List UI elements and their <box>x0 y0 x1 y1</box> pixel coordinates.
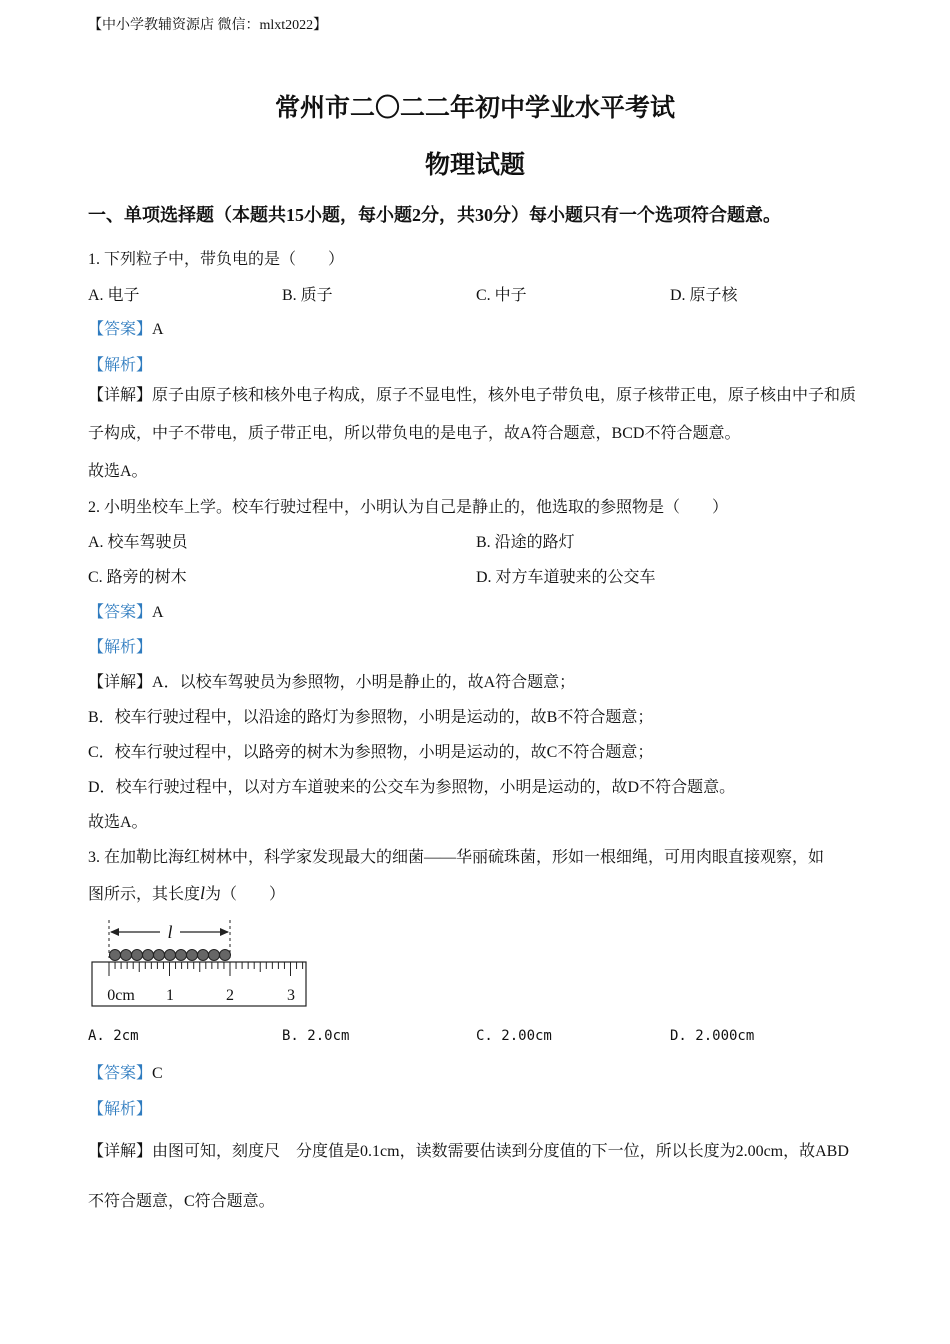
answer-value: A <box>152 604 164 621</box>
section-heading <box>88 201 781 227</box>
bacterium-bead <box>187 950 198 961</box>
q3-stem-line2 <box>88 881 285 904</box>
q3-stem-text: 图所示，其长度 <box>88 886 201 903</box>
q1-detail <box>88 377 863 453</box>
tick-label-2: 2 <box>226 987 234 1004</box>
q3-analysis-label: 【解析】 <box>88 1101 153 1118</box>
q2-analysis-label: 【解析】 <box>88 639 153 656</box>
page-header: 【中小学教辅资源店 微信：mlxt2022】 <box>88 18 328 33</box>
q1-conclusion: 故选A。 <box>88 463 148 480</box>
detail-label: 【详解】 <box>88 1143 153 1160</box>
q2-conclusion: 故选A。 <box>88 814 148 831</box>
q3-option-a: A. 2cm <box>88 1028 139 1044</box>
subject-title: 物理试题 <box>424 152 525 179</box>
q2-detail-a <box>88 669 575 692</box>
exam-title: 常州市二〇二二年初中学业水平考试 <box>274 95 675 122</box>
q3-option-b: B. 2.0cm <box>282 1028 350 1044</box>
detail-text: A．以校车驾驶员为参照物，小明是静止的，故A符合题意； <box>152 674 576 691</box>
q2-detail-b: B．校车行驶过程中，以沿途的路灯为参照物，小明是运动的，故B不符合题意； <box>88 709 654 726</box>
q3-stem-line1: 3. 在加勒比海红树林中，科学家发现最大的细菌——华丽硫珠菌，形如一根细绳，可用肉眼直接观察，如 <box>88 849 825 866</box>
bacterium-bead <box>143 950 154 961</box>
detail-text: 由图可知，刻度尺 分度值是0.1cm，读数需要估读到分度值的下一位，所以长度为2.00cm，故ABD不符合题意，C符合题意。 <box>88 1143 849 1210</box>
tick-label-1: 1 <box>166 987 174 1004</box>
bacterium-bead <box>154 950 165 961</box>
q2-answer <box>88 599 164 622</box>
q3-option-c: C. 2.00cm <box>476 1028 552 1044</box>
q2-stem: 2. 小明坐校车上学。校车行驶过程中，小明认为自己是静止的，他选取的参照物是（ ） <box>88 499 729 516</box>
q2-option-c: C. 路旁的树木 <box>88 569 187 586</box>
q1-option-a: A. 电子 <box>88 287 140 304</box>
bacterium-chain <box>109 950 231 961</box>
tick-label-0: 0cm <box>107 987 135 1004</box>
detail-text: 原子由原子核和核外电子构成，原子不显电性，核外电子带负电，原子核带正电，原子核由中子和质子构成，中子不带电，质子带正电，所以带负电的是电子，故A符合题意，BCD不符合题意。 <box>88 387 857 442</box>
q3-answer <box>88 1060 163 1083</box>
detail-label: 【详解】 <box>88 674 153 691</box>
q3-stem-variable: l <box>200 883 206 903</box>
q1-answer <box>88 316 164 339</box>
q1-option-b: B. 质子 <box>282 287 333 304</box>
answer-label: 【答案】 <box>88 604 153 621</box>
bacterium-bead <box>121 950 132 961</box>
length-label: l <box>167 922 173 942</box>
tick-label-3: 3 <box>287 987 295 1004</box>
q2-option-a: A. 校车驾驶员 <box>88 534 188 551</box>
q2-detail-c: C．校车行驶过程中，以路旁的树木为参照物，小明是运动的，故C不符合题意； <box>88 744 654 761</box>
section-heading-main: 一、单项选择题（本题共15小题，每小题2分，共30分）每小题 <box>88 205 583 225</box>
arrow-right-head <box>220 928 229 936</box>
q1-analysis-label: 【解析】 <box>88 357 153 374</box>
detail-label: 【详解】 <box>88 387 153 404</box>
arrow-left-head <box>110 928 119 936</box>
answer-label: 【答案】 <box>88 321 153 338</box>
bacterium-bead <box>220 950 231 961</box>
q3-detail <box>88 1127 863 1227</box>
bacterium-bead <box>165 950 176 961</box>
bacterium-bead <box>132 950 143 961</box>
answer-value: A <box>152 321 164 338</box>
q2-option-d: D. 对方车道驶来的公交车 <box>476 569 656 586</box>
q3-option-d: D. 2.000cm <box>670 1028 755 1044</box>
answer-label: 【答案】 <box>88 1065 153 1082</box>
section-heading-tail: 只有一个选项符合题意。 <box>583 205 781 225</box>
bacterium-bead <box>176 950 187 961</box>
q3-stem-end: 为（ ） <box>205 886 286 903</box>
bacterium-bead <box>110 950 121 961</box>
bacterium-bead <box>209 950 220 961</box>
q2-option-b: B. 沿途的路灯 <box>476 534 575 551</box>
answer-value: C <box>152 1065 163 1082</box>
q1-stem: 1. 下列粒子中，带负电的是（ ） <box>88 251 345 268</box>
q1-option-c: C. 中子 <box>476 287 527 304</box>
bacterium-bead <box>198 950 209 961</box>
ruler-figure <box>88 918 313 1010</box>
q2-detail-d: D．校车行驶过程中，以对方车道驶来的公交车为参照物，小明是运动的，故D不符合题意。 <box>88 779 736 796</box>
q1-option-d: D. 原子核 <box>670 287 738 304</box>
